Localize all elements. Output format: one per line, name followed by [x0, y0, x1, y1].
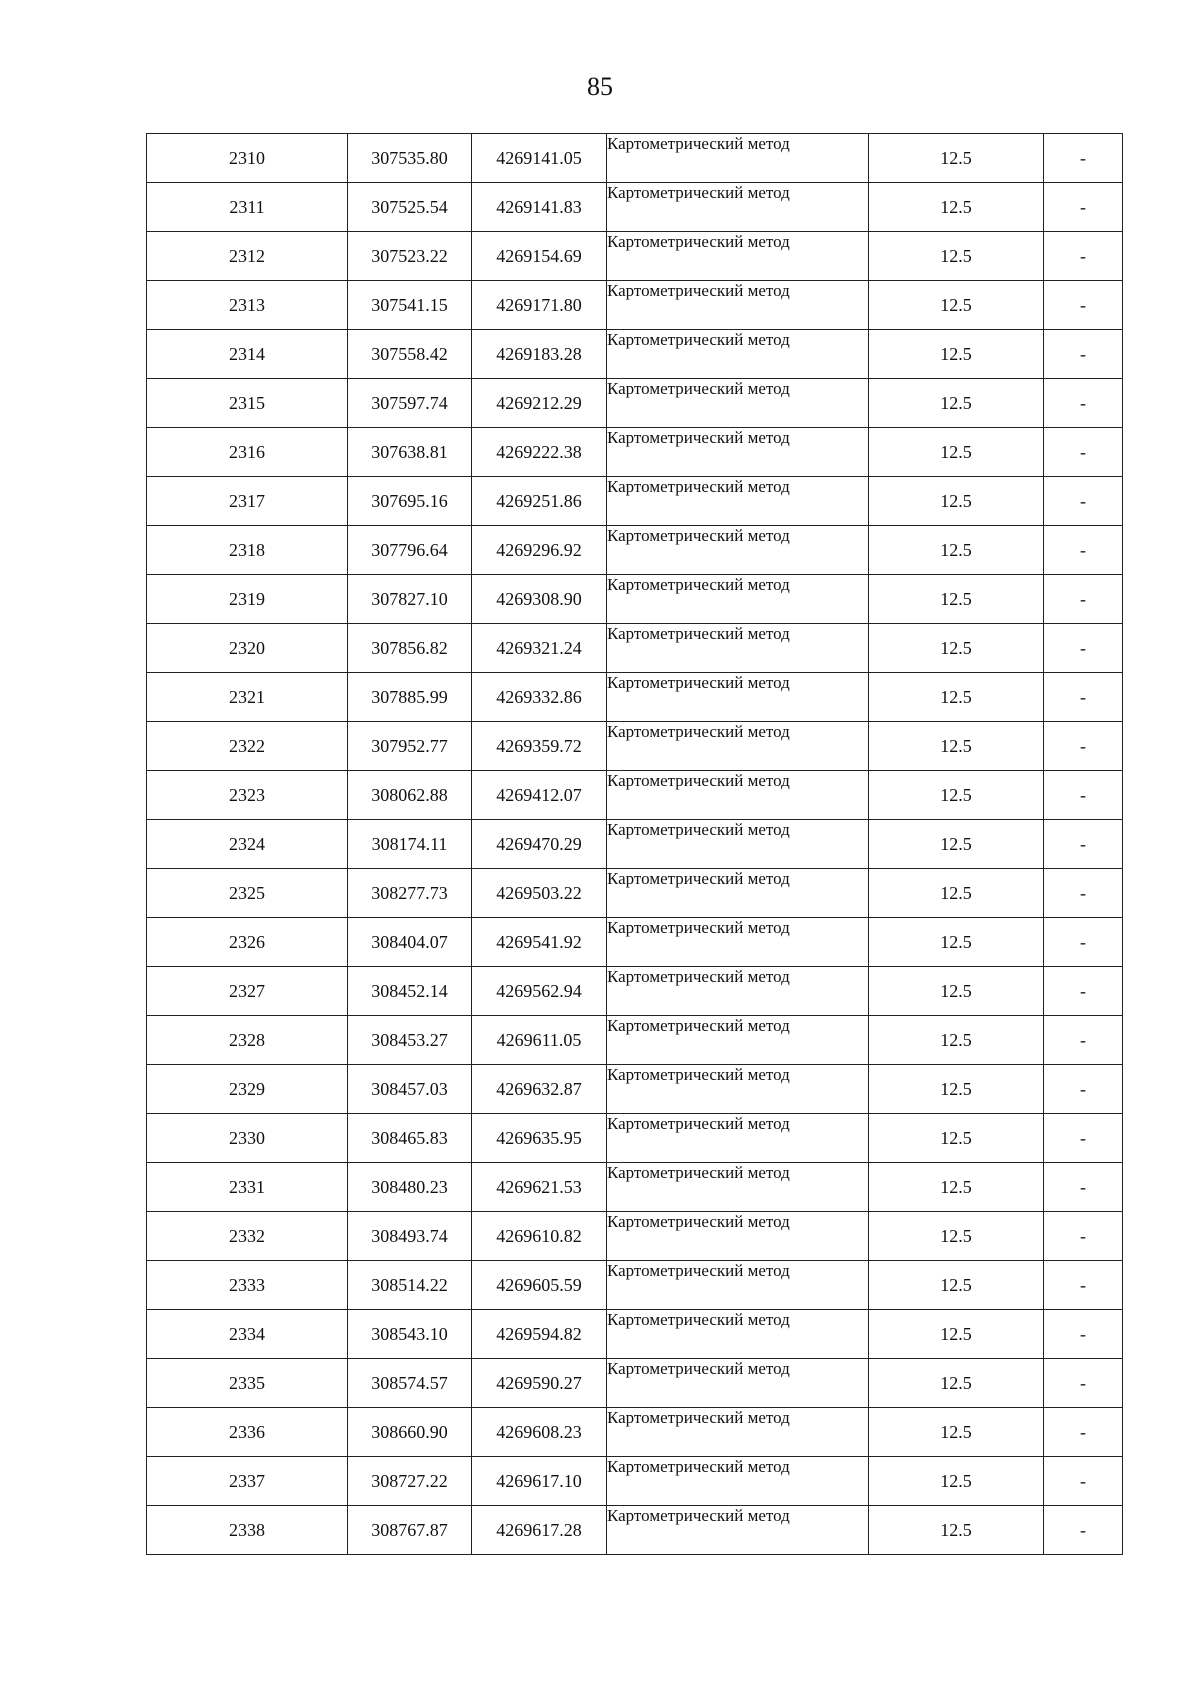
point-number-cell: 2338: [147, 1506, 348, 1555]
accuracy-cell: 12.5: [869, 1457, 1044, 1506]
accuracy-cell: 12.5: [869, 1359, 1044, 1408]
point-number-cell: 2331: [147, 1163, 348, 1212]
point-number-cell: 2318: [147, 526, 348, 575]
accuracy-cell: 12.5: [869, 1310, 1044, 1359]
note-cell: -: [1044, 1163, 1123, 1212]
x-coordinate-cell: 308457.03: [348, 1065, 472, 1114]
method-cell: Картометрический метод: [607, 1114, 869, 1163]
note-cell: -: [1044, 1016, 1123, 1065]
accuracy-cell: 12.5: [869, 575, 1044, 624]
accuracy-cell: 12.5: [869, 183, 1044, 232]
y-coordinate-cell: 4269183.28: [472, 330, 607, 379]
coordinates-table: [146, 133, 1123, 1555]
accuracy-cell: 12.5: [869, 771, 1044, 820]
x-coordinate-cell: 308465.83: [348, 1114, 472, 1163]
table-row: [147, 330, 1123, 379]
y-coordinate-cell: 4269332.86: [472, 673, 607, 722]
method-cell: Картометрический метод: [607, 134, 869, 183]
method-cell: Картометрический метод: [607, 1359, 869, 1408]
x-coordinate-cell: 308543.10: [348, 1310, 472, 1359]
y-coordinate-cell: 4269608.23: [472, 1408, 607, 1457]
point-number-cell: 2328: [147, 1016, 348, 1065]
table-row: [147, 1261, 1123, 1310]
point-number-cell: 2325: [147, 869, 348, 918]
method-cell: Картометрический метод: [607, 673, 869, 722]
y-coordinate-cell: 4269632.87: [472, 1065, 607, 1114]
x-coordinate-cell: 307638.81: [348, 428, 472, 477]
note-cell: -: [1044, 869, 1123, 918]
accuracy-cell: 12.5: [869, 232, 1044, 281]
method-cell: Картометрический метод: [607, 1408, 869, 1457]
y-coordinate-cell: 4269154.69: [472, 232, 607, 281]
x-coordinate-cell: 307695.16: [348, 477, 472, 526]
method-cell: Картометрический метод: [607, 428, 869, 477]
method-cell: Картометрический метод: [607, 967, 869, 1016]
table-row: [147, 771, 1123, 820]
accuracy-cell: 12.5: [869, 379, 1044, 428]
x-coordinate-cell: 307535.80: [348, 134, 472, 183]
y-coordinate-cell: 4269296.92: [472, 526, 607, 575]
accuracy-cell: 12.5: [869, 1114, 1044, 1163]
method-cell: Картометрический метод: [607, 820, 869, 869]
x-coordinate-cell: 307827.10: [348, 575, 472, 624]
coordinates-table-body: [147, 134, 1123, 1555]
note-cell: -: [1044, 1212, 1123, 1261]
accuracy-cell: 12.5: [869, 967, 1044, 1016]
note-cell: -: [1044, 526, 1123, 575]
x-coordinate-cell: 307796.64: [348, 526, 472, 575]
x-coordinate-cell: 307523.22: [348, 232, 472, 281]
table-row: [147, 477, 1123, 526]
table-row: [147, 722, 1123, 771]
point-number-cell: 2336: [147, 1408, 348, 1457]
y-coordinate-cell: 4269470.29: [472, 820, 607, 869]
x-coordinate-cell: 307541.15: [348, 281, 472, 330]
note-cell: -: [1044, 1408, 1123, 1457]
y-coordinate-cell: 4269562.94: [472, 967, 607, 1016]
accuracy-cell: 12.5: [869, 673, 1044, 722]
table-row: [147, 1310, 1123, 1359]
point-number-cell: 2327: [147, 967, 348, 1016]
method-cell: Картометрический метод: [607, 869, 869, 918]
note-cell: -: [1044, 1359, 1123, 1408]
x-coordinate-cell: 307597.74: [348, 379, 472, 428]
accuracy-cell: 12.5: [869, 330, 1044, 379]
x-coordinate-cell: 308493.74: [348, 1212, 472, 1261]
method-cell: Картометрический метод: [607, 1065, 869, 1114]
method-cell: Картометрический метод: [607, 526, 869, 575]
point-number-cell: 2313: [147, 281, 348, 330]
note-cell: -: [1044, 281, 1123, 330]
point-number-cell: 2324: [147, 820, 348, 869]
method-cell: Картометрический метод: [607, 330, 869, 379]
table-row: [147, 624, 1123, 673]
note-cell: -: [1044, 428, 1123, 477]
table-row: [147, 232, 1123, 281]
point-number-cell: 2314: [147, 330, 348, 379]
table-row: [147, 1457, 1123, 1506]
note-cell: -: [1044, 1114, 1123, 1163]
y-coordinate-cell: 4269308.90: [472, 575, 607, 624]
point-number-cell: 2315: [147, 379, 348, 428]
point-number-cell: 2316: [147, 428, 348, 477]
note-cell: -: [1044, 1457, 1123, 1506]
x-coordinate-cell: 308514.22: [348, 1261, 472, 1310]
note-cell: -: [1044, 722, 1123, 771]
y-coordinate-cell: 4269141.83: [472, 183, 607, 232]
table-row: [147, 379, 1123, 428]
table-row: [147, 673, 1123, 722]
point-number-cell: 2334: [147, 1310, 348, 1359]
method-cell: Картометрический метод: [607, 1016, 869, 1065]
accuracy-cell: 12.5: [869, 477, 1044, 526]
x-coordinate-cell: 308452.14: [348, 967, 472, 1016]
method-cell: Картометрический метод: [607, 281, 869, 330]
method-cell: Картометрический метод: [607, 575, 869, 624]
point-number-cell: 2312: [147, 232, 348, 281]
table-row: [147, 1163, 1123, 1212]
accuracy-cell: 12.5: [869, 869, 1044, 918]
y-coordinate-cell: 4269610.82: [472, 1212, 607, 1261]
accuracy-cell: 12.5: [869, 134, 1044, 183]
x-coordinate-cell: 308277.73: [348, 869, 472, 918]
accuracy-cell: 12.5: [869, 1506, 1044, 1555]
method-cell: Картометрический метод: [607, 379, 869, 428]
accuracy-cell: 12.5: [869, 624, 1044, 673]
x-coordinate-cell: 307885.99: [348, 673, 472, 722]
note-cell: -: [1044, 967, 1123, 1016]
note-cell: -: [1044, 232, 1123, 281]
method-cell: Картометрический метод: [607, 1506, 869, 1555]
point-number-cell: 2326: [147, 918, 348, 967]
x-coordinate-cell: 308727.22: [348, 1457, 472, 1506]
note-cell: -: [1044, 183, 1123, 232]
table-row: [147, 281, 1123, 330]
x-coordinate-cell: 308660.90: [348, 1408, 472, 1457]
x-coordinate-cell: 307525.54: [348, 183, 472, 232]
x-coordinate-cell: 308062.88: [348, 771, 472, 820]
point-number-cell: 2317: [147, 477, 348, 526]
note-cell: -: [1044, 477, 1123, 526]
point-number-cell: 2311: [147, 183, 348, 232]
point-number-cell: 2310: [147, 134, 348, 183]
note-cell: -: [1044, 820, 1123, 869]
y-coordinate-cell: 4269412.07: [472, 771, 607, 820]
note-cell: -: [1044, 1310, 1123, 1359]
method-cell: Картометрический метод: [607, 624, 869, 673]
method-cell: Картометрический метод: [607, 1457, 869, 1506]
table-row: [147, 1114, 1123, 1163]
method-cell: Картометрический метод: [607, 722, 869, 771]
point-number-cell: 2329: [147, 1065, 348, 1114]
x-coordinate-cell: 308453.27: [348, 1016, 472, 1065]
page-number: 85: [587, 72, 613, 101]
y-coordinate-cell: 4269605.59: [472, 1261, 607, 1310]
table-row: [147, 918, 1123, 967]
method-cell: Картометрический метод: [607, 1261, 869, 1310]
y-coordinate-cell: 4269171.80: [472, 281, 607, 330]
x-coordinate-cell: 307952.77: [348, 722, 472, 771]
y-coordinate-cell: 4269541.92: [472, 918, 607, 967]
table-row: [147, 869, 1123, 918]
note-cell: -: [1044, 771, 1123, 820]
y-coordinate-cell: 4269635.95: [472, 1114, 607, 1163]
note-cell: -: [1044, 1065, 1123, 1114]
table-row: [147, 1408, 1123, 1457]
method-cell: Картометрический метод: [607, 1310, 869, 1359]
method-cell: Картометрический метод: [607, 918, 869, 967]
y-coordinate-cell: 4269141.05: [472, 134, 607, 183]
note-cell: -: [1044, 1261, 1123, 1310]
point-number-cell: 2323: [147, 771, 348, 820]
accuracy-cell: 12.5: [869, 1261, 1044, 1310]
table-row: [147, 1506, 1123, 1555]
table-row: [147, 1212, 1123, 1261]
x-coordinate-cell: 308574.57: [348, 1359, 472, 1408]
accuracy-cell: 12.5: [869, 1016, 1044, 1065]
point-number-cell: 2320: [147, 624, 348, 673]
point-number-cell: 2335: [147, 1359, 348, 1408]
accuracy-cell: 12.5: [869, 281, 1044, 330]
x-coordinate-cell: 308404.07: [348, 918, 472, 967]
method-cell: Картометрический метод: [607, 183, 869, 232]
x-coordinate-cell: 308767.87: [348, 1506, 472, 1555]
x-coordinate-cell: 307558.42: [348, 330, 472, 379]
table-row: [147, 183, 1123, 232]
y-coordinate-cell: 4269617.10: [472, 1457, 607, 1506]
point-number-cell: 2337: [147, 1457, 348, 1506]
accuracy-cell: 12.5: [869, 1408, 1044, 1457]
point-number-cell: 2322: [147, 722, 348, 771]
point-number-cell: 2332: [147, 1212, 348, 1261]
y-coordinate-cell: 4269222.38: [472, 428, 607, 477]
y-coordinate-cell: 4269590.27: [472, 1359, 607, 1408]
method-cell: Картометрический метод: [607, 1163, 869, 1212]
table-row: [147, 575, 1123, 624]
y-coordinate-cell: 4269621.53: [472, 1163, 607, 1212]
point-number-cell: 2333: [147, 1261, 348, 1310]
note-cell: -: [1044, 134, 1123, 183]
x-coordinate-cell: 308480.23: [348, 1163, 472, 1212]
y-coordinate-cell: 4269321.24: [472, 624, 607, 673]
table-row: [147, 134, 1123, 183]
table-row: [147, 1016, 1123, 1065]
table-row: [147, 526, 1123, 575]
table-row: [147, 428, 1123, 477]
table-row: [147, 1065, 1123, 1114]
table-row: [147, 820, 1123, 869]
accuracy-cell: 12.5: [869, 428, 1044, 477]
note-cell: -: [1044, 624, 1123, 673]
note-cell: -: [1044, 330, 1123, 379]
accuracy-cell: 12.5: [869, 1065, 1044, 1114]
note-cell: -: [1044, 379, 1123, 428]
method-cell: Картометрический метод: [607, 477, 869, 526]
method-cell: Картометрический метод: [607, 1212, 869, 1261]
accuracy-cell: 12.5: [869, 1163, 1044, 1212]
y-coordinate-cell: 4269503.22: [472, 869, 607, 918]
table-row: [147, 1359, 1123, 1408]
y-coordinate-cell: 4269611.05: [472, 1016, 607, 1065]
table-row: [147, 967, 1123, 1016]
accuracy-cell: 12.5: [869, 526, 1044, 575]
x-coordinate-cell: 307856.82: [348, 624, 472, 673]
point-number-cell: 2319: [147, 575, 348, 624]
note-cell: -: [1044, 575, 1123, 624]
x-coordinate-cell: 308174.11: [348, 820, 472, 869]
accuracy-cell: 12.5: [869, 918, 1044, 967]
accuracy-cell: 12.5: [869, 722, 1044, 771]
note-cell: -: [1044, 1506, 1123, 1555]
y-coordinate-cell: 4269594.82: [472, 1310, 607, 1359]
point-number-cell: 2321: [147, 673, 348, 722]
accuracy-cell: 12.5: [869, 1212, 1044, 1261]
y-coordinate-cell: 4269251.86: [472, 477, 607, 526]
method-cell: Картометрический метод: [607, 232, 869, 281]
note-cell: -: [1044, 918, 1123, 967]
y-coordinate-cell: 4269359.72: [472, 722, 607, 771]
note-cell: -: [1044, 673, 1123, 722]
y-coordinate-cell: 4269212.29: [472, 379, 607, 428]
point-number-cell: 2330: [147, 1114, 348, 1163]
y-coordinate-cell: 4269617.28: [472, 1506, 607, 1555]
method-cell: Картометрический метод: [607, 771, 869, 820]
accuracy-cell: 12.5: [869, 820, 1044, 869]
